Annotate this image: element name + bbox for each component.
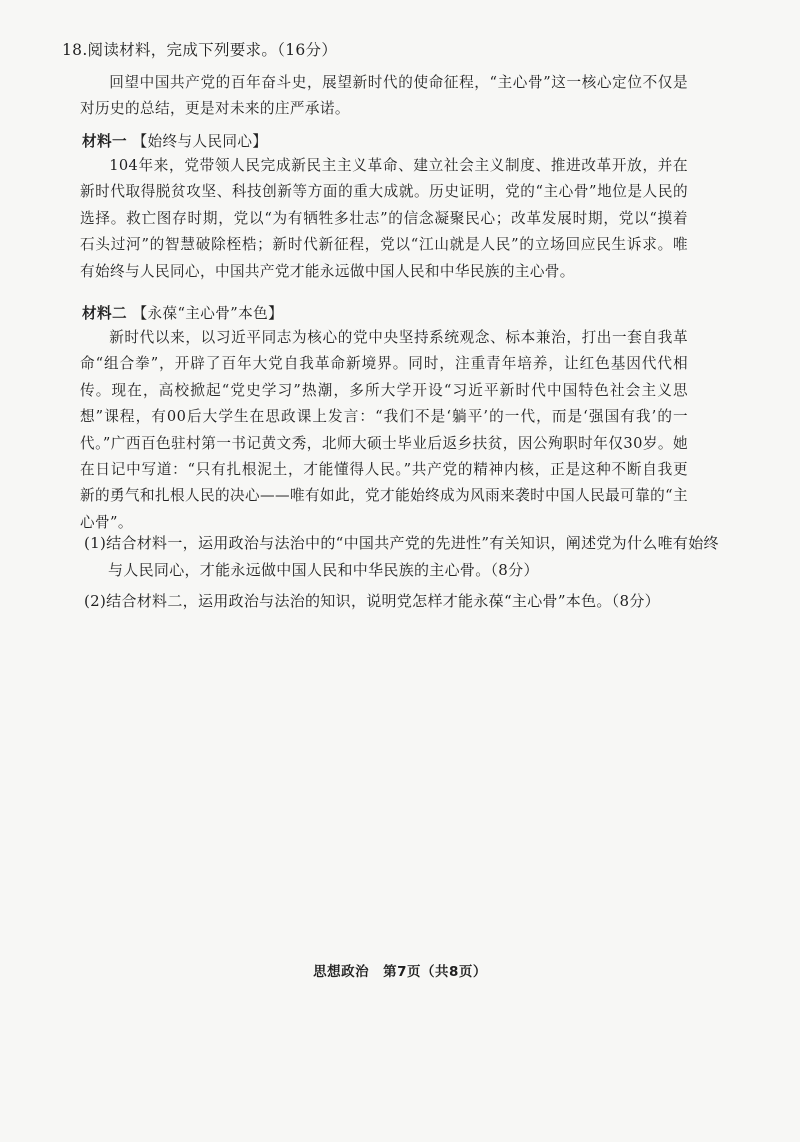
material1-heading [82,130,267,151]
material2-label: 材料二 [82,305,127,322]
page-footer: 思想政治 第7页（共8页） [313,964,487,980]
material1-text: 104年来，党带领人民完成新民主主义革命、建立社会主义制度、推进改革开放，并在新时代取得脱贫攻坚、科技创新等方面的重大成就。历史证明，党的“主心骨”地位是人民的选择。救亡图存时期，党以“为有牺牲多壮志”的信念凝聚民心；改革发展时期，党以“摸着石头过河”的智慧破除桎梏；新时代新征程，党以“江山就是人民”的立场回应民生诉求。唯有始终与人民同心，中国共产党才能永远做中国人民和中华民族的主心骨。 [80,157,688,280]
sub-question-2: (2)结合材料二，运用政治与法治的知识，说明党怎样才能永葆“主心骨”本色。（8分） [84,592,660,610]
material1-label: 材料一 [82,133,127,150]
material2-text: 新时代以来，以习近平同志为核心的党中央坚持系统观念、标本兼治，打出一套自我革命“组合拳”，开辟了百年大党自我革命新境界。同时，注重青年培养，让红色基因代代相传。现在，高校掀起“党史学习”热潮，多所大学开设“习近平新时代中国特色社会主义思想”课程，有00后大学生在思政课上发言：“我们不是‘躺平’的一代，而是‘强国有我’的一代。”广西百色驻村第一书记黄文秀，北师大硕士毕业后返乡扶贫，因公殉职时年仅30岁。她在日记中写道：“只有扎根泥土，才能懂得人民。”共产党的精神内核，正是这种不断自我更新的勇气和扎根人民的决心——唯有如此，党才能始终成为风雨来袭时中国人民最可靠的“主心骨”。 [80,329,688,531]
material1-subtitle: 【始终与人民同心】 [132,133,268,150]
sub-question-1: (1)结合材料一，运用政治与法治中的“中国共产党的先进性”有关知识，阐述党为什么唯有始终与人民同心，才能永远做中国人民和中华民族的主心骨。（8分） [84,534,719,579]
question-title: 18.阅读材料，完成下列要求。（16分） [62,41,338,59]
material2-subtitle: 【永葆“主心骨”本色】 [132,305,284,322]
material2-heading [82,302,283,323]
intro-paragraph: 回望中国共产党的百年奋斗史，展望新时代的使命征程，“主心骨”这一核心定位不仅是对历史的总结，更是对未来的庄严承诺。 [80,74,688,118]
